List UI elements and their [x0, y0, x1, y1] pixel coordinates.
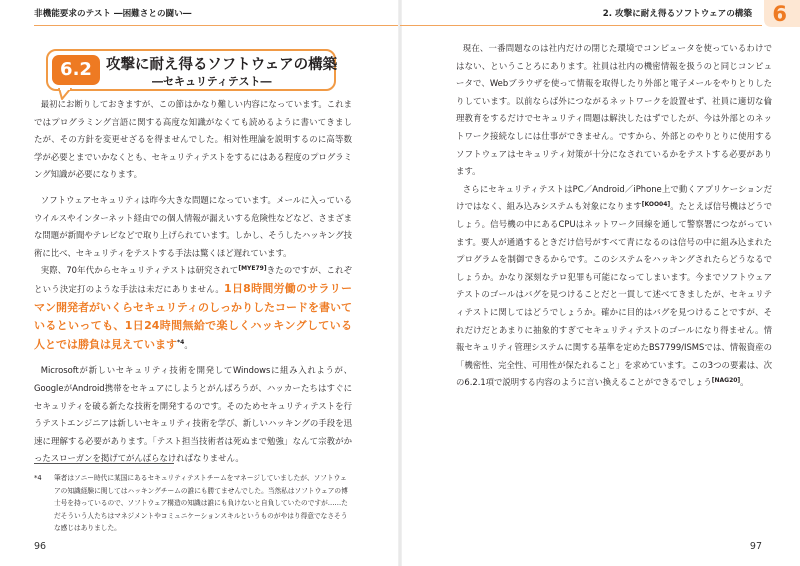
- right-running-head: 2. 攻撃に耐え得るソフトウェアの構築: [602, 9, 752, 19]
- highlighted-statement: 1日8時間労働のサラリーマン開発者がいくらセキュリティのしっかりしたコードを書いているといっても、1日24時間無給で楽しくハッキングしている人とでは勝負は見えています: [34, 281, 352, 351]
- right-page-number: 97: [749, 541, 762, 552]
- footnote-mark: *4: [34, 474, 42, 482]
- right-page: [400, 0, 800, 566]
- footnote: [34, 472, 352, 535]
- section-number: 6.2: [52, 55, 100, 85]
- citation-mye79: [MYE79]: [238, 265, 267, 273]
- footnote-text: 筆者はソニー時代に某国にあるセキュリティテストチームをマネージしていましたが、ソフトウェアの知識経験に関してはハッキングチームの誰にも勝てませんでした。当然私はソフトウェアの博士号を持っているので、ソフトウェア構造の知識は誰にも負けないと自負していたのですが……ただそういう人たちはマネジメントやコミュニケーションスキルというものがやはり得意でなさそうな感じはありました。: [54, 474, 348, 533]
- right-paragraph-2-text-b: 。たとえば信号機はどうでしょう。信号機の中にあるCPUはネットワーク回線を通して警察署につながっています。要人が通過するときだけ信号がすべて青になるのは信号の中に組み込まれたプログラムを制御できるからです。このシステムをハッキングされたらどうなるでしょうか。かなり深刻なテロ犯罪も可能になってしまいます。今までソフトウェアテストのゴールはバグを見つけることだと一貫して述べてきましたが、セキュリティテストに関してはどうでしょうか。確かに目的はバグを見つけることですが、それだけだとあまりに抽象的すぎてセキュリティテストのゴールになり得ません。情報セキュリティ管理システムに関する基準を定めたBS7799/ISMSでは、情報資産の「機密性、完全性、可用性が保たれること」を求めています。この3つの要素は、次の6.2.1項で説明する内容のように言い換えることができるでしょう: [456, 201, 772, 388]
- left-paragraph-1: 最初にお断りしておきますが、この節はかなり難しい内容になっています。これまではプログラミング言語に関する高度な知識がなくても読めるように書いてきましたが、その方針を変更せざるを得ませんでした。相対性理論を説明するのに高等数学が必要とまでいかなくとも、セキュリティテストをするにはある程度のプログラミング知識が必要になります。: [34, 99, 352, 180]
- left-paragraph-3-text-b: きたのですが、これぞという決定打のような手法は未だにありません。: [34, 265, 353, 294]
- left-header-rule: [34, 25, 400, 26]
- right-paragraph-1: 現在、一番問題なのは社内だけの閉じた環境でコンピュータを使っているわけではない、ということろにあります。社員は社内の機密情報を扱うのと同じコンピュータで、Webブラウザを使って情報を取得したり外部と電子メールをやりとりしたりしています。以前ならば外につながるネットワークを設置せず、社員に適切な倫理教育をするだけでセキュリティ問題は解決したはずでしたが、今は外部とのネットワーク接続なしには仕事ができません。ですから、外部とのやりとりに使用するソフトウェアはセキュリティ対策が十分になされているかをテストする必要があります。: [456, 43, 772, 177]
- left-paragraph-3-end: 。: [184, 339, 193, 350]
- left-paragraph-3-text-a: 実際、70年代からセキュリティテストは研究されて: [40, 265, 239, 276]
- citation-koo04: [KOO04]: [641, 201, 671, 209]
- citation-nag20: [NAG20]: [711, 377, 741, 385]
- left-paragraph-3: [34, 262, 352, 354]
- left-paragraph-2: ソフトウェアセキュリティは昨今大きな問題になっています。メールに入っているウイルスやインターネット経由での個人情報が漏えいする危険性などなど、さまざまな問題が新聞やテレビなどで取り上げられています。しかし、そうしたハッキング技術に比べ、セキュリティをテストする手法は驚くほど遅れています。: [34, 194, 352, 258]
- chapter-number: 6: [772, 2, 787, 26]
- footnote-ref-4: *4: [177, 338, 185, 346]
- left-page-number: 96: [34, 541, 47, 552]
- left-paragraph-4: Microsoftが新しいセキュリティ技術を開発してWindowsに組み入れようが、GoogleがAndroid携帯をセキュアにしようとがんばろうが、ハッカーたちはすぐにセキュリティを破る新たな技術を開発するのです。そのためセキュリティテストを行うテストエンジニアは新しいセキュリティ技術を学び、新しいハッキングの手段を迅速に理解する必要があります。「テスト担当技術者は死ぬまで勉強」なんて宗教がかったスローガンを掲げてがんばらなければなりません。: [34, 365, 352, 464]
- section-title: 攻撃に耐え得るソフトウェアの構築: [106, 57, 338, 73]
- left-running-head: 非機能要求のテスト ―困難さとの闘い―: [34, 9, 192, 19]
- section-heading-box: [46, 49, 336, 91]
- right-header-rule: [400, 25, 762, 26]
- section-subtitle: ―セキュリティテスト―: [152, 75, 272, 88]
- left-body-text: [34, 96, 352, 468]
- right-body-text: [456, 40, 772, 392]
- right-paragraph-2-end: 。: [740, 377, 749, 388]
- right-paragraph-2: [456, 181, 772, 392]
- footnote-rule: [34, 463, 174, 464]
- right-paragraph-2-text-a: さらにセキュリティテストはPC／Android／iPhone上で動くアプリケーションだけではなく、組み込みシステムも対象になります: [456, 183, 772, 212]
